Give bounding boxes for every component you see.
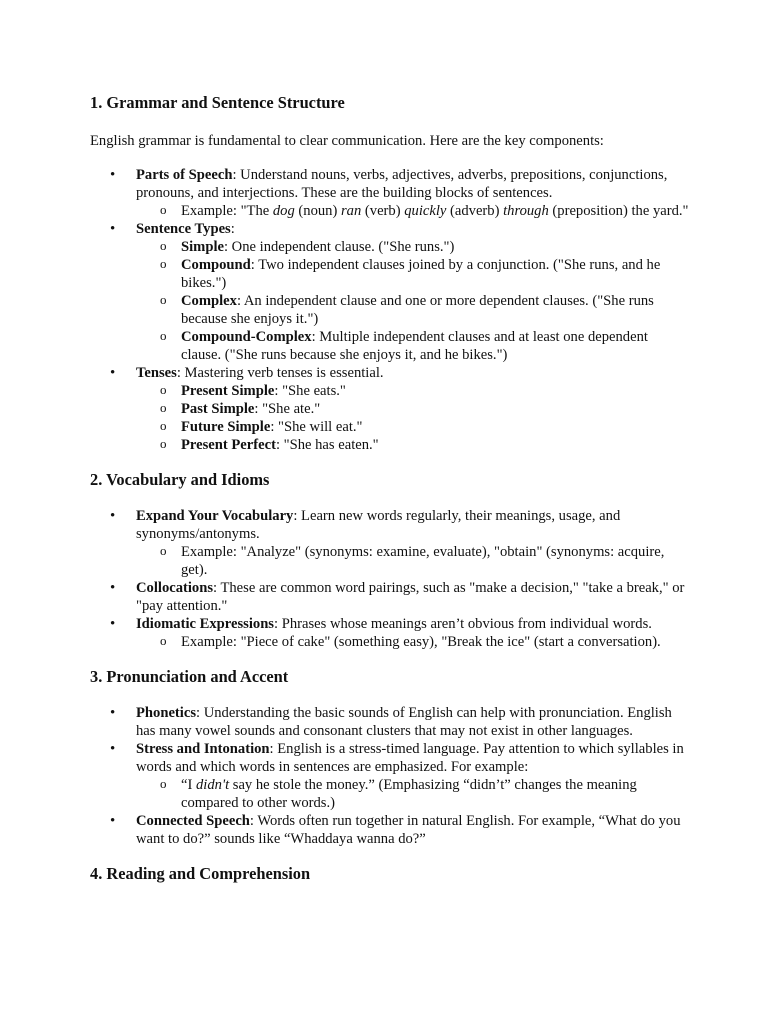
list-item-idiomatic-expressions [90, 615, 690, 651]
section-heading-grammar: 1. Grammar and Sentence Structure [90, 93, 345, 112]
example-text: (preposition) the yard." [548, 203, 689, 219]
example-text: (adverb) [446, 203, 504, 219]
sub-item-example: o Example: "Analyze" (synonyms: examine, evaluate), "obtain" (synonyms: acquire, get). [136, 543, 690, 579]
term-parts-of-speech: Parts of Speech [136, 167, 233, 183]
term-idiomatic-expressions: Idiomatic Expressions [136, 616, 274, 632]
term-collocations: Collocations [136, 580, 214, 596]
tenses-text: : Mastering verb tenses is essential. [176, 365, 384, 381]
sub-item-example: o Example: "Piece of cake" (something easy), "Break the ice" (start a conversation). [136, 633, 690, 651]
term-phonetics: Phonetics [136, 705, 196, 721]
term-stress-intonation: Stress and Intonation [136, 741, 270, 757]
list-item-parts-of-speech [90, 166, 690, 220]
term-sentence-types: Sentence Types [136, 221, 231, 237]
parts-of-speech-text: : Understand nouns, verbs, adjectives, adverbs, prepositions, conjunctions, pronouns, and interjections. These are the building blocks of sentences. [136, 167, 668, 201]
expand-vocabulary-sublist [136, 543, 690, 579]
sub-text: : "She eats." [274, 383, 346, 399]
example-italic: quickly [404, 203, 447, 219]
sub-item-example [136, 202, 690, 220]
document-body [90, 92, 690, 885]
sub-item-present-simple [136, 382, 690, 400]
grammar-intro: English grammar is fundamental to clear communication. Here are the key components: [90, 133, 604, 149]
pronunciation-list [90, 704, 690, 848]
sub-text: : Multiple independent clauses and at least one dependent clause. ("She runs because she enjoys it, and he bikes.") [181, 329, 648, 363]
sub-item-present-perfect [136, 436, 690, 454]
stress-intonation-sublist [136, 776, 690, 812]
sub-term: Compound [181, 257, 251, 273]
example-italic: ran [340, 203, 362, 219]
example-text: (verb) [361, 203, 405, 219]
sub-text: : "She has eaten." [275, 437, 379, 453]
sub-term: Complex [181, 293, 237, 309]
sub-text: : "She ate." [254, 401, 321, 417]
phonetics-text: : Understanding the basic sounds of English can help with pronunciation. English has many vowel sounds and consonant clusters that may not exist in other languages. [136, 705, 672, 739]
idiomatic-expressions-sublist [136, 633, 690, 651]
sub-item-example [136, 776, 690, 812]
expand-vocabulary-text: : Learn new words regularly, their meanings, usage, and synonyms/antonyms. [136, 508, 621, 542]
idiomatic-expressions-text: : Phrases whose meanings aren’t obvious from individual words. [274, 616, 652, 632]
list-item-stress-intonation [90, 740, 690, 812]
sub-item-future-simple [136, 418, 690, 436]
collocations-text: : These are common word pairings, such as "make a decision," "take a break," or "pay attention." [136, 580, 685, 614]
sub-text: : "She will eat." [270, 419, 363, 435]
sub-term: Compound-Complex [181, 329, 312, 345]
section-heading-reading: 4. Reading and Comprehension [90, 864, 311, 883]
term-tenses: Tenses [136, 365, 177, 381]
parts-of-speech-sublist [136, 202, 690, 220]
section-heading-vocabulary: 2. Vocabulary and Idioms [90, 470, 270, 489]
sub-item-simple [136, 238, 690, 256]
section-heading-pronunciation: 3. Pronunciation and Accent [90, 667, 289, 686]
example-italic: didn't [196, 777, 230, 793]
term-expand-vocabulary: Expand Your Vocabulary [136, 508, 294, 524]
example-text: “I [181, 777, 196, 793]
sentence-types-text: : [230, 221, 235, 237]
sub-item-compound-complex [136, 328, 690, 364]
sub-term: Simple [181, 239, 224, 255]
stress-intonation-text: : English is a stress-timed language. Pay attention to which syllables in words and which words in sentences are emphasized. For example: [136, 741, 684, 775]
tenses-sublist [136, 382, 690, 454]
list-item-expand-vocabulary [90, 507, 690, 579]
list-item-collocations [90, 579, 690, 615]
connected-speech-text: : Words often run together in natural English. For example, “What do you want to do?” sounds like “Whaddaya wanna do?” [136, 813, 681, 847]
sub-term: Present Simple [181, 383, 275, 399]
example-italic: through [503, 203, 549, 219]
sub-text: : Two independent clauses joined by a conjunction. ("She runs, and he bikes.") [181, 257, 661, 291]
sub-text: : One independent clause. ("She runs.") [223, 239, 455, 255]
example-text: Example: "The [181, 203, 273, 219]
sub-item-past-simple [136, 400, 690, 418]
list-item-sentence-types [90, 220, 690, 364]
example-text: say he stole the money.” (Emphasizing “didn’t” changes the meaning compared to other words.) [181, 777, 637, 811]
vocabulary-list [90, 507, 690, 651]
example-text: (noun) [294, 203, 341, 219]
grammar-list [90, 166, 690, 454]
sub-term: Present Perfect [181, 437, 276, 453]
sub-item-complex [136, 292, 690, 328]
list-item-tenses [90, 364, 690, 454]
list-item-phonetics [90, 704, 690, 740]
sub-term: Past Simple [181, 401, 255, 417]
list-item-connected-speech [90, 812, 690, 848]
sub-item-compound [136, 256, 690, 292]
sub-text: : An independent clause and one or more dependent clauses. ("She runs because she enjoys it.") [181, 293, 654, 327]
term-connected-speech: Connected Speech [136, 813, 250, 829]
sentence-types-sublist [136, 238, 690, 364]
sub-term: Future Simple [181, 419, 271, 435]
example-italic: dog [272, 203, 295, 219]
